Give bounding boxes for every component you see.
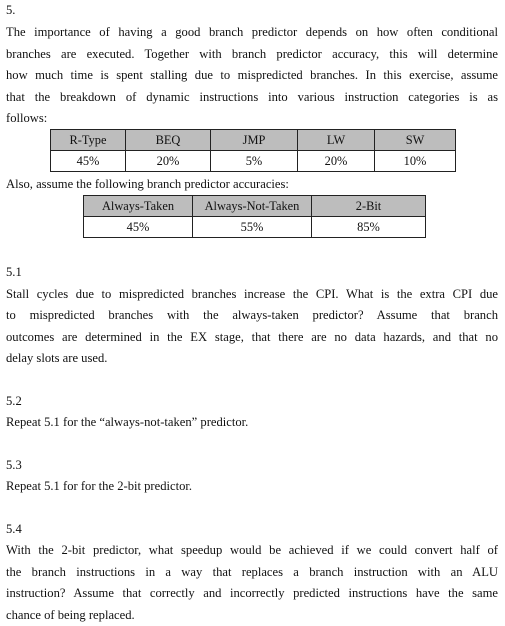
predictor-accuracy-table xyxy=(83,195,426,238)
header-jmp: JMP xyxy=(211,130,298,151)
question-5-4-line-2: the branch instructions in a way that replaces a branch instruction with an ALU xyxy=(6,565,498,579)
header-sw: SW xyxy=(375,130,456,151)
question-5-3-label: 5.3 xyxy=(6,458,22,472)
question-5-1-label: 5.1 xyxy=(6,265,22,279)
value-sw: 10% xyxy=(375,151,456,172)
question-5-4-line-3: instruction? Assume that correctly and incorrectly predicted instructions have the same xyxy=(6,586,498,600)
question-5-4-line-1: With the 2-bit predictor, what speedup would be achieved if we could convert half of xyxy=(6,543,498,557)
value-2-bit: 85% xyxy=(312,217,426,238)
question-5-1-line-1: Stall cycles due to mispredicted branches increase the CPI. What is the extra CPI due xyxy=(6,287,498,301)
question-5-2-label: 5.2 xyxy=(6,394,22,408)
question-5-4-line-4: chance of being replaced. xyxy=(6,608,135,622)
header-lw: LW xyxy=(298,130,375,151)
intro-line-1: The importance of having a good branch predictor depends on how often conditional xyxy=(6,25,498,39)
accuracy-intro: Also, assume the following branch predictor accuracies: xyxy=(6,177,289,191)
header-2-bit: 2-Bit xyxy=(312,196,426,217)
value-always-not-taken: 55% xyxy=(193,217,312,238)
question-5-1-line-4: delay slots are used. xyxy=(6,351,108,365)
question-5-1-line-2: to mispredicted branches with the always-taken predictor? Assume that branch xyxy=(6,308,498,322)
predictor-value-row xyxy=(84,217,426,238)
header-beq: BEQ xyxy=(126,130,211,151)
header-always-not-taken: Always-Not-Taken xyxy=(193,196,312,217)
header-always-taken: Always-Taken xyxy=(84,196,193,217)
question-5-2-text: Repeat 5.1 for the “always-not-taken” predictor. xyxy=(6,415,249,429)
instruction-mix-table xyxy=(50,129,456,172)
value-beq: 20% xyxy=(126,151,211,172)
value-r-type: 45% xyxy=(51,151,126,172)
instruction-mix-header-row xyxy=(51,130,456,151)
intro-line-4: that the breakdown of dynamic instructions into various instruction categories is as xyxy=(6,90,498,104)
intro-line-5: follows: xyxy=(6,111,48,125)
value-jmp: 5% xyxy=(211,151,298,172)
question-5-3-text: Repeat 5.1 for for the 2-bit predictor. xyxy=(6,479,193,493)
problem-number: 5. xyxy=(6,3,16,17)
question-5-1-line-3: outcomes are determined in the EX stage, that there are no data hazards, and that no xyxy=(6,330,498,344)
header-r-type: R-Type xyxy=(51,130,126,151)
question-5-4-label: 5.4 xyxy=(6,522,22,536)
value-always-taken: 45% xyxy=(84,217,193,238)
intro-line-2: branches are executed. Together with branch predictor accuracy, this will determine xyxy=(6,47,498,61)
instruction-mix-value-row xyxy=(51,151,456,172)
predictor-header-row xyxy=(84,196,426,217)
value-lw: 20% xyxy=(298,151,375,172)
intro-line-3: how much time is spent stalling due to mispredicted branches. In this exercise, assume xyxy=(6,68,498,82)
